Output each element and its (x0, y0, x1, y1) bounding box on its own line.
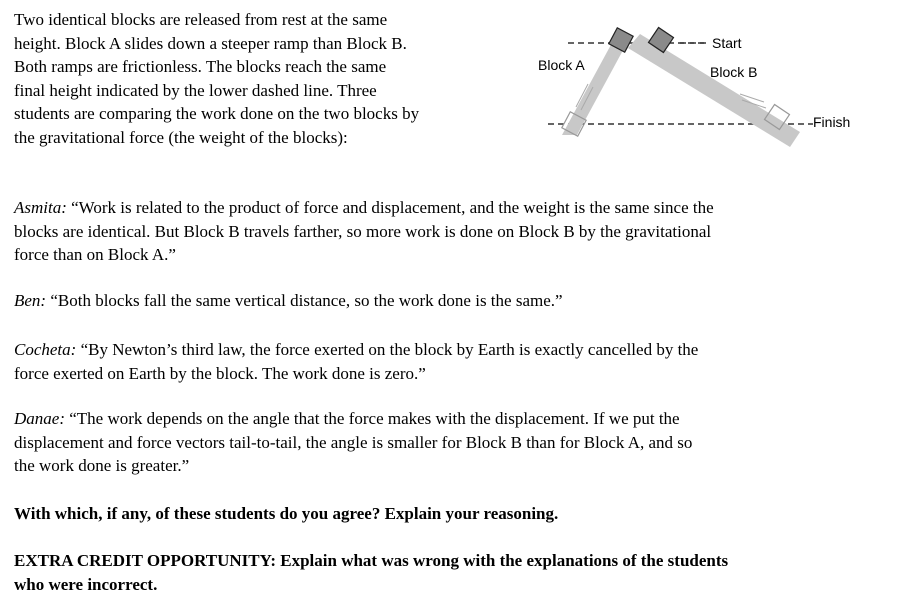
extra-credit-prompt (14, 549, 904, 596)
extra-credit-line: who were incorrect. (14, 574, 158, 594)
intro-line: final height indicated by the lower dashed line. Three (14, 80, 377, 100)
extra-credit-line: EXTRA CREDIT OPPORTUNITY: Explain what was wrong with the explanations of the students (14, 551, 729, 570)
ramp-a (562, 41, 628, 135)
student-statement-ben (14, 289, 904, 313)
statement-line: “Work is related to the product of force and displacement, and the weight is the same since the (71, 198, 714, 217)
statement-line: force exerted on Earth by the block. The work done is zero.” (14, 363, 426, 383)
block-a-label: Block A (538, 57, 585, 73)
intro-line: height. Block A slides down a steeper ramp than Block B. (14, 33, 407, 53)
student-name: Danae: (14, 409, 65, 428)
statement-line: “Both blocks fall the same vertical distance, so the work done is the same.” (50, 291, 563, 310)
statement-line: blocks are identical. But Block B travels farther, so more work is done on Block B by the gravitational (14, 221, 712, 241)
statement-line: “The work depends on the angle that the force makes with the displacement. If we put the (69, 409, 680, 428)
ramp-diagram-graphic (528, 22, 868, 157)
question-line: With which, if any, of these students do you agree? Explain your reasoning. (14, 504, 559, 523)
student-name: Asmita: (14, 198, 67, 217)
ramp-diagram (528, 22, 868, 157)
student-statement-cocheta (14, 338, 904, 385)
start-label: Start (712, 35, 742, 51)
statement-line: “By Newton’s third law, the force exerted on the block by Earth is exactly cancelled by the (80, 340, 699, 359)
statement-line: the work done is greater.” (14, 456, 190, 475)
question-prompt (14, 502, 904, 526)
student-name: Ben: (14, 291, 47, 310)
student-statement-danae (14, 407, 904, 478)
statement-line: displacement and force vectors tail-to-tail, the angle is smaller for Block B than for Block A, and so (14, 432, 693, 452)
intro-line: Two identical blocks are released from rest at the same (14, 10, 388, 29)
statement-line: force than on Block A.” (14, 245, 176, 264)
intro-line: students are comparing the work done on the two blocks by (14, 104, 420, 123)
intro-line: the gravitational force (the weight of the blocks): (14, 127, 348, 147)
intro-paragraph (14, 8, 514, 149)
intro-line: Both ramps are frictionless. The blocks reach the same (14, 57, 387, 76)
finish-label: Finish (813, 114, 851, 130)
student-statement-asmita (14, 196, 904, 267)
student-name: Cocheta: (14, 340, 77, 359)
block-b-label: Block B (710, 64, 758, 80)
